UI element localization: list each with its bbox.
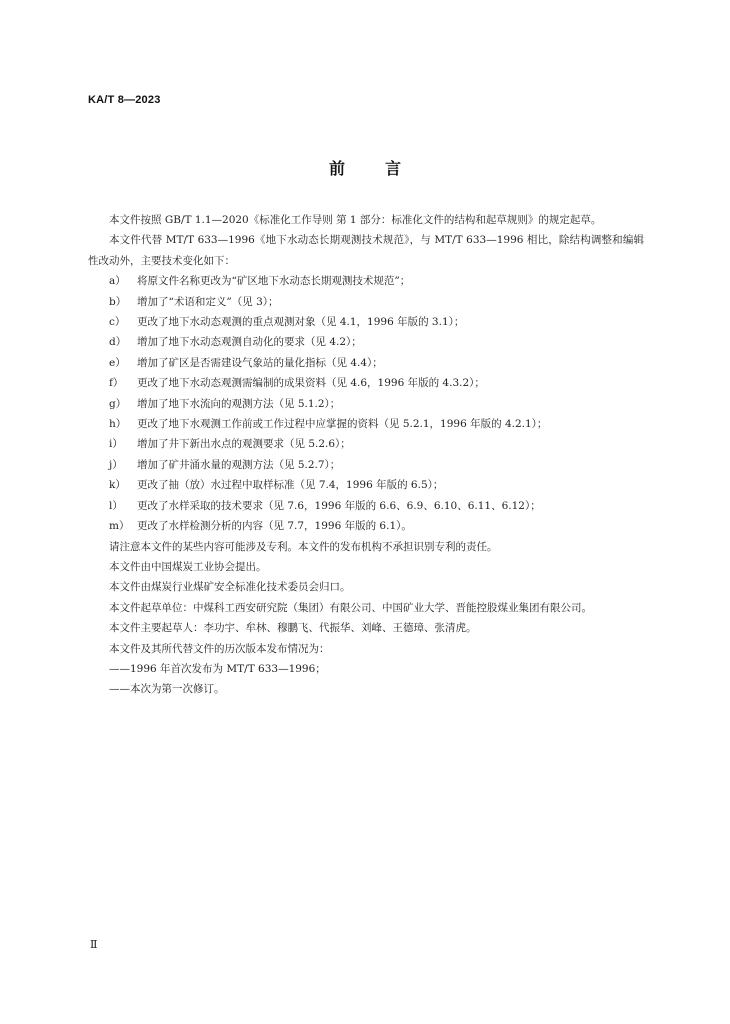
foreword-body	[88, 210, 644, 700]
list-marker: h）	[109, 418, 127, 431]
list-item	[88, 455, 644, 475]
list-item	[88, 353, 644, 373]
list-marker: d）	[109, 336, 127, 349]
history-item: ——1996 年首次发布为 MT/T 633—1996；	[109, 662, 326, 675]
list-marker: c）	[109, 316, 126, 329]
paragraph-patent-notice: 请注意本文件的某些内容可能涉及专利。本文件的发布机构不承担识别专利的责任。	[109, 540, 498, 553]
list-item	[88, 312, 644, 332]
changes-list	[88, 271, 644, 536]
list-marker: g）	[109, 397, 127, 410]
list-item-text: 增加了矿井涌水量的观测方法（见 5.2.7）；	[137, 458, 341, 471]
paragraph-history-intro: 本文件及其所代替文件的历次版本发布情况为：	[109, 642, 330, 655]
list-item	[88, 373, 644, 393]
list-item	[88, 394, 644, 414]
paragraph-drafting-rules: 本文件按照 GB/T 1.1—2020《标准化工作导则 第 1 部分：标准化文件的结构和起草规则》的规定起草。	[109, 214, 602, 226]
list-marker: a）	[109, 275, 126, 288]
paragraph-centralized: 本文件由煤炭行业煤矿安全标准化技术委员会归口。	[109, 581, 351, 594]
page-title	[0, 156, 730, 179]
list-item-text: 更改了抽（放）水过程中取样标准（见 7.4，1996 年版的 6.5）；	[137, 479, 444, 492]
list-item-text: 更改了地下水动态观测需编制的成果资料（见 4.6，1996 年版的 4.3.2）；	[137, 377, 485, 390]
list-item-text: 将原文件名称更改为“矿区地下水动态长期观测技术规范”；	[137, 275, 411, 288]
document-code: KA/T 8—2023	[88, 94, 161, 106]
list-item-text: 更改了水样采取的技术要求（见 7.6，1996 年版的 6.6、6.9、6.10、6.11、6.12）；	[137, 499, 541, 512]
list-item	[88, 496, 644, 516]
list-marker: l）	[109, 499, 123, 512]
list-item	[88, 292, 644, 312]
list-item-text: 增加了矿区是否需建设气象站的量化指标（见 4.4）；	[137, 356, 383, 369]
list-item	[88, 434, 644, 454]
paragraph-drafting-units: 本文件起草单位：中煤科工西安研究院（集团）有限公司、中国矿业大学、晋能控股煤业集团有限公司。	[109, 601, 592, 614]
title-char-2: 言	[385, 159, 402, 178]
list-item-text: 更改了地下水动态观测的重点观测对象（见 4.1，1996 年版的 3.1）；	[137, 316, 465, 329]
list-item	[88, 332, 644, 352]
list-item-text: 更改了水样检测分析的内容（见 7.7，1996 年版的 6.1）。	[137, 520, 412, 533]
list-marker: e）	[109, 356, 126, 369]
list-marker: b）	[109, 295, 127, 308]
list-item	[88, 516, 644, 536]
list-marker: j）	[109, 458, 123, 471]
list-item-text: 更改了地下水观测工作前或工作过程中应掌握的资料（见 5.2.1，1996 年版的 4.2.1）；	[137, 418, 548, 431]
list-marker: i）	[109, 438, 123, 451]
list-item-text: 增加了地下水流向的观测方法（见 5.1.2）；	[137, 397, 341, 410]
history-item: ——本次为第一次修订。	[109, 683, 225, 696]
list-item-text: 增加了“术语和定义”（见 3）；	[137, 295, 279, 308]
list-marker: f）	[109, 377, 124, 390]
paragraph-drafters: 本文件主要起草人：李功宇、牟林、穆鹏飞、代振华、刘峰、王德璋、张清虎。	[109, 622, 477, 635]
list-item-text: 增加了地下水动态观测自动化的要求（见 4.2）；	[137, 336, 362, 349]
title-char-1: 前	[328, 159, 345, 178]
page-number: Ⅱ	[90, 938, 98, 951]
paragraph-replacement: 本文件代替 MT/T 633—1996《地下水动态长期观测技术规范》，与 MT/T 633—1996 相比，除结构调整和编辑性改动外，主要技术变化如下：	[88, 234, 644, 267]
list-item	[88, 414, 644, 434]
paragraph-proposer: 本文件由中国煤炭工业协会提出。	[109, 560, 267, 573]
list-item	[88, 271, 644, 291]
list-marker: m）	[109, 520, 130, 533]
list-marker: k）	[109, 479, 126, 492]
list-item	[88, 475, 644, 495]
list-item-text: 增加了井下新出水点的观测要求（见 5.2.6）；	[137, 438, 351, 451]
